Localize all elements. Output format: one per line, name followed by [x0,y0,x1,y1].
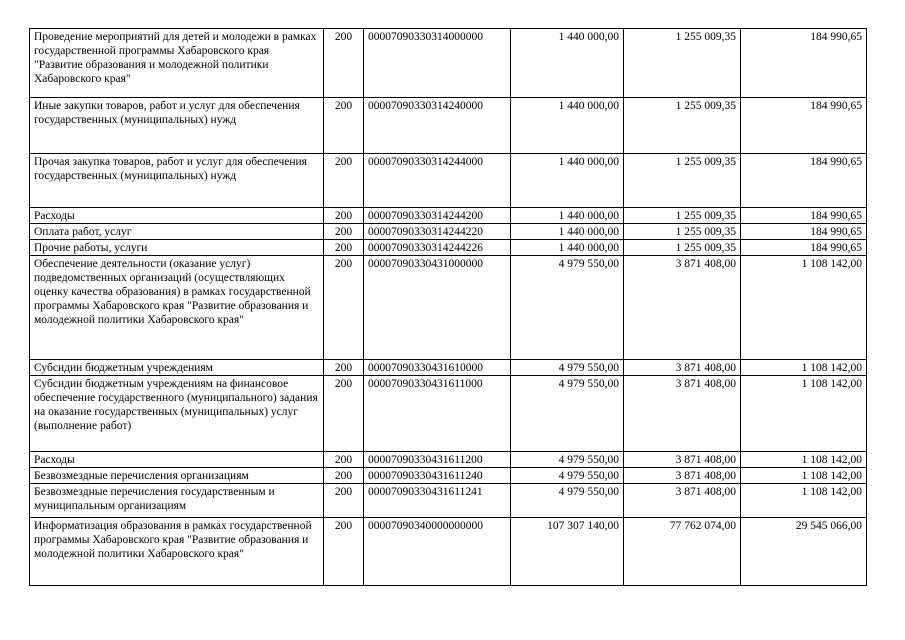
row-unexecuted: 1 108 142,00 [741,376,867,452]
row-budget-code: 00007090330314244226 [364,240,511,256]
row-approved: 1 440 000,00 [511,208,624,224]
table-row [30,518,867,586]
table-row [30,452,867,468]
table-row [30,360,867,376]
row-unexecuted: 1 108 142,00 [741,256,867,360]
table-row [30,376,867,452]
row-approved: 4 979 550,00 [511,468,624,484]
row-unexecuted: 1 108 142,00 [741,484,867,518]
row-approved: 4 979 550,00 [511,484,624,518]
row-executed: 1 255 009,35 [624,208,741,224]
table-row [30,98,867,154]
row-unexecuted: 184 990,65 [741,98,867,154]
row-name: Расходы [30,452,324,468]
budget-execution-table [29,28,867,586]
row-budget-code: 00007090330431611240 [364,468,511,484]
row-unexecuted: 1 108 142,00 [741,468,867,484]
row-budget-code: 00007090330431611241 [364,484,511,518]
row-name: Расходы [30,208,324,224]
row-executed: 3 871 408,00 [624,468,741,484]
row-line-code: 200 [324,484,364,518]
row-line-code: 200 [324,360,364,376]
row-unexecuted: 1 108 142,00 [741,360,867,376]
row-approved: 4 979 550,00 [511,360,624,376]
row-budget-code: 00007090330314000000 [364,29,511,98]
table-row [30,154,867,208]
row-approved: 4 979 550,00 [511,376,624,452]
row-budget-code: 00007090330314244000 [364,154,511,208]
row-executed: 1 255 009,35 [624,29,741,98]
row-line-code: 200 [324,29,364,98]
row-name: Иные закупки товаров, работ и услуг для обеспечения государственных (муниципальных) нужд [30,98,324,154]
row-executed: 1 255 009,35 [624,224,741,240]
row-line-code: 200 [324,468,364,484]
table-row [30,29,867,98]
row-budget-code: 00007090330314244220 [364,224,511,240]
row-unexecuted: 29 545 066,00 [741,518,867,586]
row-unexecuted: 184 990,65 [741,240,867,256]
row-executed: 3 871 408,00 [624,376,741,452]
row-name: Информатизация образования в рамках государственной программы Хабаровского края "Развитие образования и молодежной политики Хабаровского края" [30,518,324,586]
row-line-code: 200 [324,256,364,360]
row-line-code: 200 [324,240,364,256]
row-line-code: 200 [324,518,364,586]
row-approved: 1 440 000,00 [511,240,624,256]
row-line-code: 200 [324,376,364,452]
table-row [30,484,867,518]
row-name: Оплата работ, услуг [30,224,324,240]
row-budget-code: 00007090330314244200 [364,208,511,224]
row-budget-code: 00007090330431611000 [364,376,511,452]
row-executed: 1 255 009,35 [624,98,741,154]
row-executed: 3 871 408,00 [624,360,741,376]
row-budget-code: 00007090330431000000 [364,256,511,360]
table-row [30,224,867,240]
row-executed: 3 871 408,00 [624,256,741,360]
row-unexecuted: 1 108 142,00 [741,452,867,468]
row-unexecuted: 184 990,65 [741,29,867,98]
row-name: Проведение мероприятий для детей и молодежи в рамках государственной программы Хабаровского края "Развитие образования и молодежной политики Хабаровского края" [30,29,324,98]
row-unexecuted: 184 990,65 [741,224,867,240]
table-row [30,240,867,256]
row-budget-code: 00007090340000000000 [364,518,511,586]
row-name: Обеспечение деятельности (оказание услуг) подведомственных организаций (осуществляющих оценку качества образования) в рамках государственной программы Хабаровского края "Развитие образования и молодежной политики Хабаровского края" [30,256,324,360]
row-approved: 4 979 550,00 [511,452,624,468]
row-line-code: 200 [324,224,364,240]
row-approved: 4 979 550,00 [511,256,624,360]
row-approved: 1 440 000,00 [511,98,624,154]
row-unexecuted: 184 990,65 [741,208,867,224]
row-unexecuted: 184 990,65 [741,154,867,208]
row-budget-code: 00007090330431610000 [364,360,511,376]
row-name: Безвозмездные перечисления государственным и муниципальным организациям [30,484,324,518]
table-row [30,208,867,224]
row-budget-code: 00007090330431611200 [364,452,511,468]
row-name: Субсидии бюджетным учреждениям на финансовое обеспечение государственного (муниципального) задания на оказание государственных (муниципальных) услуг (выполнение работ) [30,376,324,452]
row-name: Субсидии бюджетным учреждениям [30,360,324,376]
row-approved: 1 440 000,00 [511,154,624,208]
row-executed: 1 255 009,35 [624,240,741,256]
row-approved: 1 440 000,00 [511,29,624,98]
row-budget-code: 00007090330314240000 [364,98,511,154]
row-name: Прочая закупка товаров, работ и услуг для обеспечения государственных (муниципальных) нужд [30,154,324,208]
row-executed: 77 762 074,00 [624,518,741,586]
row-line-code: 200 [324,98,364,154]
row-approved: 107 307 140,00 [511,518,624,586]
row-executed: 3 871 408,00 [624,452,741,468]
row-line-code: 200 [324,452,364,468]
row-name: Безвозмездные перечисления организациям [30,468,324,484]
row-name: Прочие работы, услуги [30,240,324,256]
table-row [30,256,867,360]
table-row [30,468,867,484]
row-executed: 1 255 009,35 [624,154,741,208]
row-approved: 1 440 000,00 [511,224,624,240]
row-line-code: 200 [324,208,364,224]
row-line-code: 200 [324,154,364,208]
row-executed: 3 871 408,00 [624,484,741,518]
